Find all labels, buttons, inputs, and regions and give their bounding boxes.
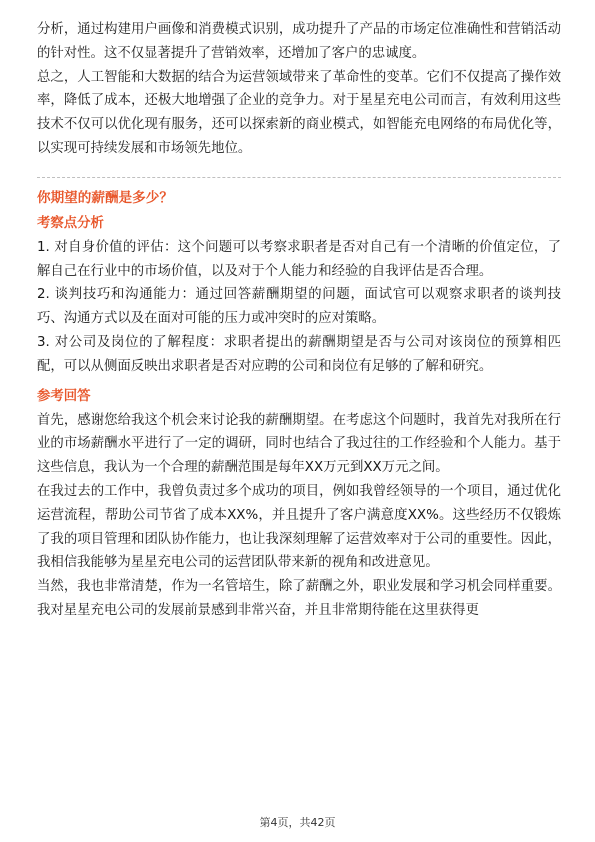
section-divider <box>37 177 561 178</box>
intro-paragraph-1: 分析，通过构建用户画像和消费模式识别，成功提升了产品的市场定位准确性和营销活动的针对性。这不仅显著提升了营销效率，还增加了客户的忠诚度。 <box>37 22 561 61</box>
answer-paragraph-2: 在我过去的工作中，我曾负责过多个成功的项目，例如我曾经领导的一个项目，通过优化运营流程，帮助公司节省了成本XX%，并且提升了客户满意度XX%。这些经历不仅锻炼了我的项目管理和团队协作能力，也让我深刻理解了运营效率对于公司的重要性。因此，我相信我能够为星星充电公司的运营团队带来新的视角和改进意见。 <box>37 483 561 571</box>
analysis-heading: 考察点分析 <box>37 215 104 231</box>
analysis-point-1: 1. 对自身价值的评估：这个问题可以考察求职者是否对自己有一个清晰的价值定位，了解自己在行业中的市场价值，以及对于个人能力和经验的自我评估是否合理。 <box>37 239 561 279</box>
question-title: 你期望的薪酬是多少？ <box>37 189 173 206</box>
analysis-point-2: 2. 谈判技巧和沟通能力：通过回答薪酬期望的问题，面试官可以观察求职者的谈判技巧、沟通方式以及在面对可能的压力或冲突时的应对策略。 <box>37 287 561 327</box>
answer-paragraph-1: 首先，感谢您给我这个机会来讨论我的薪酬期望。在考虑这个问题时，我首先对我所在行业的市场薪酬水平进行了一定的调研，同时也结合了我过往的工作经验和个人能力。基于这些信息，我认为一个合理的薪酬范围是每年XX万元到XX万元之间。 <box>37 412 561 476</box>
answer-heading: 参考回答 <box>37 388 91 404</box>
page-content <box>37 18 561 623</box>
intro-paragraph-2: 总之，人工智能和大数据的结合为运营领域带来了革命性的变革。它们不仅提高了操作效率，降低了成本，还极大地增强了企业的竞争力。对于星星充电公司而言，有效利用这些技术不仅可以优化现有服务，还可以探索新的商业模式，如智能充电网络的布局优化等，以实现可持续发展和市场领先地位。 <box>37 69 561 156</box>
answer-paragraph-3: 当然，我也非常清楚，作为一名管培生，除了薪酬之外，职业发展和学习机会同样重要。我对星星充电公司的发展前景感到非常兴奋，并且非常期待能在这里获得更 <box>37 579 561 618</box>
analysis-point-3: 3. 对公司及岗位的了解程度：求职者提出的薪酬期望是否与公司对该岗位的预算相匹配，可以从侧面反映出求职者是否对应聘的公司和岗位有足够的了解和研究。 <box>37 334 561 374</box>
page-number: 第4页，共42页 <box>259 816 336 829</box>
